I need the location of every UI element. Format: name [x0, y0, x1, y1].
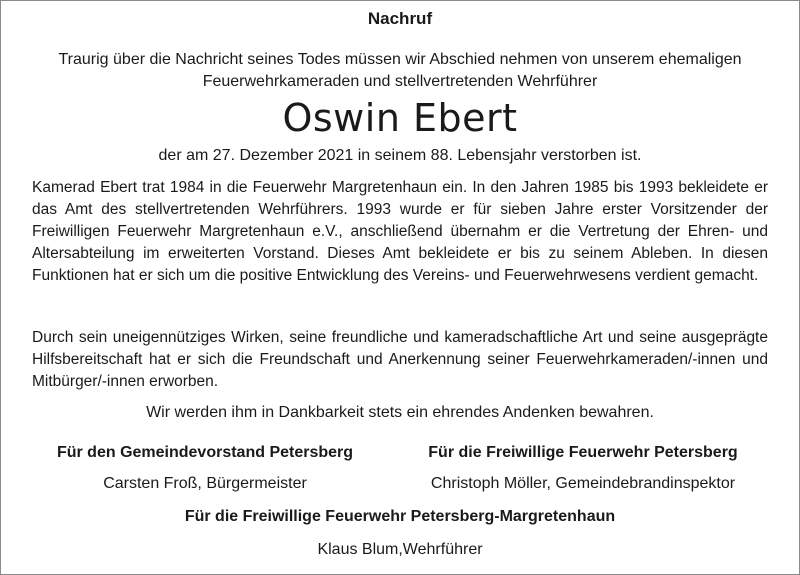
- signer-fire-chief: Klaus Blum,Wehrführer: [317, 541, 483, 558]
- tribute-paragraph: Durch sein uneigennütziges Wirken, seine freundliche und kameradschaftliche Art und seine ausgeprägte Hilfsbereitschaft hat er sich die Freundschaft und Anerkennung seiner Feuerwehrkameraden/-innen und Mitbürger/-innen erworben.: [32, 329, 768, 390]
- signature-org-local-brigade: Für die Freiwillige Feuerwehr Petersberg-Margretenhaun: [184, 508, 616, 525]
- signer-mayor: Carsten Froß, Bürgermeister: [103, 475, 307, 492]
- notice-heading: Nachruf: [367, 9, 433, 28]
- intro-text: Traurig über die Nachricht seines Todes müssen wir Abschied nehmen von unserem ehemaligen Feuerwehrkameraden und stellvertretenden Wehrführer: [58, 51, 742, 90]
- signature-org-municipality: Für den Gemeindevorstand Petersberg: [56, 444, 354, 461]
- biography-paragraph: Kamerad Ebert trat 1984 in die Feuerwehr Margretenhaun ein. In den Jahren 1985 bis 1993 bekleidete er das Amt des stellvertretenden Wehrführers. 1993 wurde er für sieben Jahre erster Vorsitzender der Freiwilligen Feuerwehr Margretenhaun e.V., anschließend übernahm er die Vertretung der Ehren- und Altersabteilung im erweiterten Vorstand. Dieses Amt bekleidete er bis zu seinem Ableben. In diesen Funktionen hat er sich um die positive Entwicklung des Vereins- und Feuerwehrwesens verdient gemacht.: [32, 179, 768, 284]
- closing-line: Wir werden ihm in Dankbarkeit stets ein ehrendes Andenken bewahren.: [146, 404, 654, 421]
- deceased-name: Oswin Ebert: [282, 96, 518, 140]
- signer-fire-inspector: Christoph Möller, Gemeindebrandinspektor: [430, 475, 736, 492]
- signature-org-fire-brigade: Für die Freiwillige Feuerwehr Petersberg: [428, 444, 738, 461]
- death-date-line: der am 27. Dezember 2021 in seinem 88. Lebensjahr verstorben ist.: [158, 147, 642, 164]
